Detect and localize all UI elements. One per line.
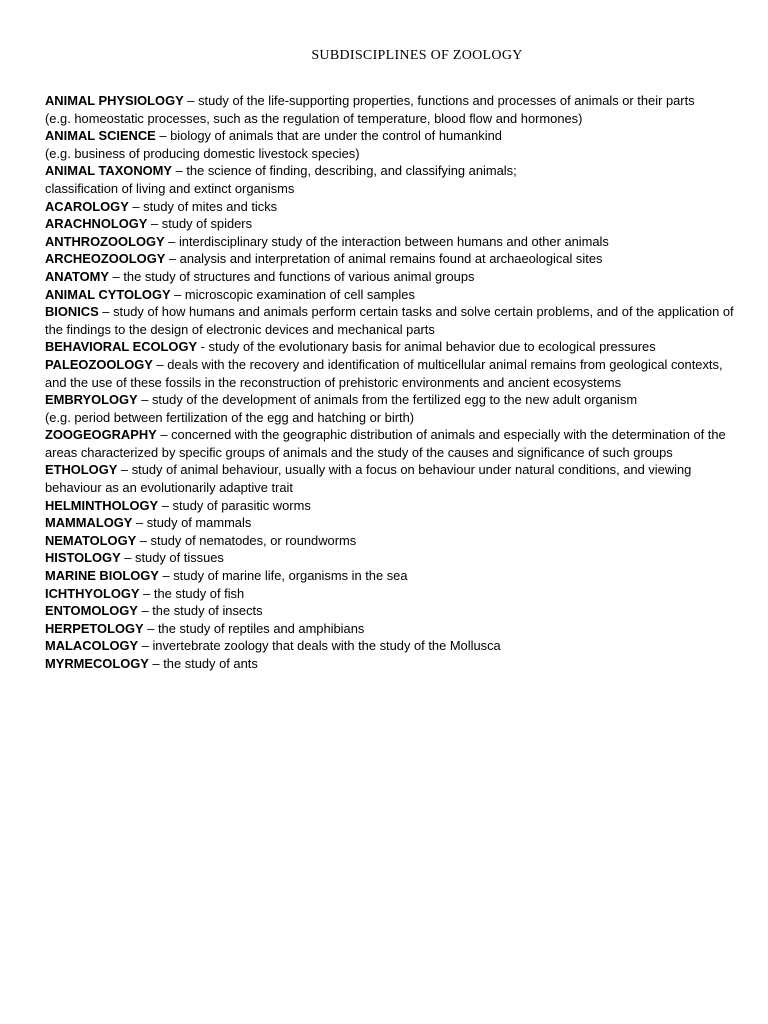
term-separator: – <box>138 638 153 654</box>
subdiscipline-definition: the study of fish <box>153 585 245 601</box>
subdiscipline-entry <box>45 585 735 603</box>
subdiscipline-entry <box>45 127 735 162</box>
subdiscipline-entry <box>45 356 735 391</box>
subdiscipline-definition: study of marine life, organisms in the sea <box>173 568 408 584</box>
subdiscipline-entry <box>45 620 735 638</box>
subdiscipline-term: ACAROLOGY <box>45 198 129 214</box>
subdiscipline-definition: study of nematodes, or roundworms <box>150 532 357 548</box>
subdiscipline-term: MAMMALOGY <box>45 515 133 531</box>
term-separator: – <box>117 462 132 478</box>
subdiscipline-definition: study of parasitic worms <box>172 497 311 513</box>
subdiscipline-term: ANTHROZOOLOGY <box>45 233 165 249</box>
subdiscipline-definition: study of the evolutionary basis for animal behavior due to ecological pressures <box>208 339 656 355</box>
subdiscipline-definition: deals with the recovery and identification of multicellular animal remains from geological contexts, and the use of these fossils in the reconstruction of prehistoric environments and ancient ecosystems <box>45 356 723 390</box>
term-separator: - <box>197 339 209 355</box>
subdiscipline-term: ARCHEOZOOLOGY <box>45 251 166 267</box>
subdiscipline-entry <box>45 338 735 356</box>
subdiscipline-term: ANATOMY <box>45 268 109 284</box>
term-separator: – <box>143 620 158 636</box>
subdiscipline-entry <box>45 215 735 233</box>
subdiscipline-entry <box>45 391 735 426</box>
subdiscipline-term: ANIMAL CYTOLOGY <box>45 286 171 302</box>
subdiscipline-term: PALEOZOOLOGY <box>45 356 153 372</box>
subdiscipline-definition: the study of ants <box>163 656 258 671</box>
document-title: SUBDISCIPLINES OF ZOOLOGY <box>311 48 523 63</box>
subdiscipline-term: ARACHNOLOGY <box>45 216 148 232</box>
subdiscipline-term: HELMINTHOLOGY <box>45 497 159 513</box>
subdiscipline-entry <box>45 198 735 216</box>
subdiscipline-term: EMBRYOLOGY <box>45 392 138 408</box>
subdiscipline-entry <box>45 286 735 304</box>
subdiscipline-definition: the study of insects <box>152 603 263 619</box>
subdiscipline-definition: study of spiders <box>161 216 253 232</box>
subdiscipline-term: BEHAVIORAL ECOLOGY <box>45 339 198 355</box>
subdiscipline-entry <box>45 549 735 567</box>
subdiscipline-entry <box>45 268 735 286</box>
subdiscipline-note: (e.g. homeostatic processes, such as the regulation of temperature, blood flow and hormones) <box>45 110 583 126</box>
term-separator: – <box>128 198 144 214</box>
subdiscipline-term: ANIMAL SCIENCE <box>45 128 156 144</box>
subdiscipline-definition: the science of finding, describing, and classifying animals; <box>186 163 517 179</box>
subdiscipline-term: HERPETOLOGY <box>45 620 144 636</box>
term-separator: – <box>165 251 180 267</box>
subdiscipline-term: HISTOLOGY <box>45 550 121 566</box>
subdiscipline-definition: study of animal behaviour, usually with a focus on behaviour under natural conditions, and viewing behaviour as an evolutionarily adaptive trait <box>45 462 692 496</box>
subdiscipline-term: MYRMECOLOGY <box>45 656 149 671</box>
subdiscipline-definition: study of mammals <box>146 515 252 531</box>
subdiscipline-entry <box>45 162 735 197</box>
term-separator: – <box>132 515 147 531</box>
document-page <box>45 48 735 673</box>
term-separator: – <box>156 427 172 443</box>
term-separator: – <box>183 93 199 108</box>
term-separator: – <box>108 268 124 284</box>
subdiscipline-term: ANIMAL TAXONOMY <box>45 163 172 179</box>
term-separator: – <box>137 603 153 619</box>
term-separator: – <box>155 128 171 144</box>
subdiscipline-list <box>45 92 735 673</box>
subdiscipline-term: ICHTHYOLOGY <box>45 585 140 601</box>
term-separator: – <box>98 304 114 320</box>
subdiscipline-entry <box>45 303 735 338</box>
subdiscipline-entry <box>45 92 735 127</box>
subdiscipline-definition: the study of reptiles and amphibians <box>157 620 365 636</box>
subdiscipline-definition: study of mites and ticks <box>143 198 278 214</box>
term-separator: – <box>158 497 173 513</box>
subdiscipline-entry <box>45 233 735 251</box>
term-separator: – <box>137 392 152 408</box>
term-separator: – <box>139 585 154 601</box>
subdiscipline-definition: study of the development of animals from the fertilized egg to the new adult organism <box>151 392 638 408</box>
term-separator: – <box>172 163 187 179</box>
term-separator: – <box>120 550 136 566</box>
subdiscipline-term: NEMATOLOGY <box>45 532 137 548</box>
subdiscipline-entry <box>45 567 735 585</box>
subdiscipline-definition: invertebrate zoology that deals with the study of the Mollusca <box>152 638 501 654</box>
subdiscipline-term: ETHOLOGY <box>45 462 118 478</box>
subdiscipline-definition: interdisciplinary study of the interaction between humans and other animals <box>178 233 609 249</box>
term-separator: – <box>170 286 185 302</box>
term-separator: – <box>136 532 151 548</box>
subdiscipline-definition: study of the life-supporting properties, functions and processes of animals or their parts <box>198 93 695 108</box>
subdiscipline-term: ANIMAL PHYSIOLOGY <box>45 93 184 108</box>
subdiscipline-definition: biology of animals that are under the control of humankind <box>170 128 502 144</box>
subdiscipline-entry <box>45 532 735 550</box>
subdiscipline-term: ZOOGEOGRAPHY <box>45 427 157 443</box>
subdiscipline-entry <box>45 514 735 532</box>
subdiscipline-entry <box>45 426 735 461</box>
subdiscipline-entry <box>45 602 735 620</box>
subdiscipline-note: (e.g. period between fertilization of the egg and hatching or birth) <box>45 409 415 425</box>
subdiscipline-term: MARINE BIOLOGY <box>45 568 159 584</box>
subdiscipline-entry <box>45 461 735 496</box>
subdiscipline-definition: microscopic examination of cell samples <box>184 286 415 302</box>
subdiscipline-note: (e.g. business of producing domestic livestock species) <box>45 145 360 161</box>
term-separator: – <box>152 356 168 372</box>
term-separator: – <box>158 568 174 584</box>
subdiscipline-note: classification of living and extinct organisms <box>45 180 295 196</box>
subdiscipline-term: BIONICS <box>45 304 99 320</box>
subdiscipline-entry <box>45 250 735 268</box>
subdiscipline-definition: the study of structures and functions of various animal groups <box>123 268 475 284</box>
subdiscipline-definition: analysis and interpretation of animal remains found at archaeological sites <box>179 251 603 267</box>
subdiscipline-entry <box>45 497 735 515</box>
subdiscipline-entry <box>45 655 735 673</box>
subdiscipline-definition: concerned with the geographic distribution of animals and especially with the determination of the areas characterized by specific groups of animals and the study of the causes and significance of such groups <box>45 427 726 460</box>
subdiscipline-definition: study of how humans and animals perform certain tasks and solve certain problems, and of the application of the findings to the design of electronic devices and mechanical parts <box>45 304 734 337</box>
term-separator: – <box>148 656 164 671</box>
subdiscipline-term: ENTOMOLOGY <box>45 603 138 619</box>
term-separator: – <box>164 233 179 249</box>
subdiscipline-definition: study of tissues <box>135 550 224 566</box>
subdiscipline-entry <box>45 637 735 655</box>
term-separator: – <box>147 216 162 232</box>
subdiscipline-term: MALACOLOGY <box>45 638 139 654</box>
